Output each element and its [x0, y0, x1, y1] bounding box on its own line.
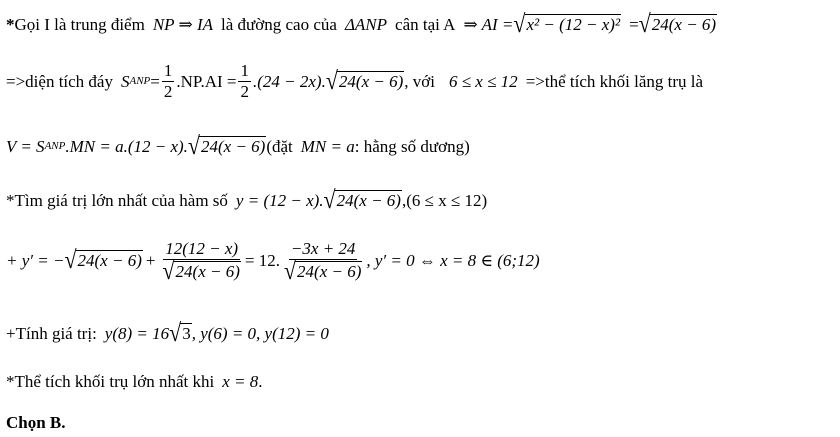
text: =>diện tích đáy: [6, 71, 113, 91]
math-expr: , y′ = 0 ⇔ x = 8 ∈ (6;12): [366, 251, 540, 271]
solution-line-6: [6, 317, 329, 347]
fraction: −3x + 24 √ 24(x − 6): [283, 239, 362, 285]
sqrt-expression: √ 24(x − 6): [64, 245, 142, 275]
math-expr: =: [629, 14, 639, 34]
solution-line-3: [6, 130, 470, 160]
math-expr: 6 ≤ x ≤ 12: [448, 71, 518, 91]
sqrt-expression: √ 24(x − 6): [323, 184, 401, 214]
sqrt-expression: √ 24(x − 6): [187, 130, 266, 160]
solution-line-2: [6, 62, 703, 101]
solution-line-7: [6, 373, 263, 390]
text: , với: [404, 71, 435, 91]
sqrt-expression: √ x² − (12 − x)²: [513, 8, 621, 38]
fraction: 12(12 − x) √ 24(x − 6): [162, 239, 240, 285]
text: Gọi I là trung điểm: [14, 14, 145, 34]
fraction: $\frac{1}{2}$: [163, 61, 173, 101]
math-expr: , y(6) = 0, y(12) = 0: [191, 323, 329, 343]
subscript: ANP: [129, 74, 151, 87]
math-expr: = 12.: [244, 251, 280, 271]
math-expr: ⇒ AI =: [463, 14, 514, 34]
text: là đường cao của: [221, 14, 337, 34]
text: +Tính giá trị:: [6, 323, 97, 343]
text: (đặt: [266, 136, 293, 156]
text: .: [258, 372, 263, 391]
math-expr: + y′ = −: [6, 251, 65, 271]
answer-choice: Chọn B.: [6, 413, 66, 432]
sqrt-expression: √ 24(x − 6): [325, 65, 404, 95]
math-expr: ΔANP: [344, 14, 388, 34]
text: =>thể tích khối lăng trụ là: [525, 71, 704, 91]
math-expr: x = 8: [222, 372, 259, 391]
bullet: *: [6, 14, 15, 34]
math-expr: S: [120, 71, 130, 91]
math-expr: NP ⇒ IA: [152, 14, 214, 34]
solution-line-4: [6, 184, 488, 214]
subscript: ANP: [44, 139, 66, 152]
text: : hằng số dương): [354, 136, 470, 156]
solution-line-1: [6, 8, 717, 38]
answer-line: [6, 414, 66, 431]
fraction: $\frac{1}{2}$: [240, 61, 249, 101]
math-expr: =: [150, 71, 160, 91]
math-expr: .NP.AI =: [176, 71, 237, 91]
text: *Thể tích khối trụ lớn nhất khi: [6, 372, 215, 391]
sqrt-expression: √ 24(x − 6): [638, 8, 717, 38]
text: cân tại A: [395, 14, 456, 34]
math-expr: V = S: [6, 136, 45, 156]
math-expr: ,(6 ≤ x ≤ 12): [401, 190, 488, 210]
math-expr: y(8) = 16: [104, 323, 170, 343]
math-expr: +: [145, 251, 156, 271]
math-expr: MN = a: [300, 136, 355, 156]
text: *Tìm giá trị lớn nhất của hàm số: [6, 190, 228, 210]
math-expr: .(24 − 2x).: [252, 71, 326, 91]
math-expr: .MN = a.(12 − x).: [65, 136, 188, 156]
sqrt-expression: √ 3: [169, 317, 191, 347]
math-expr: y = (12 − x).: [235, 190, 324, 210]
solution-line-5: [6, 239, 540, 285]
